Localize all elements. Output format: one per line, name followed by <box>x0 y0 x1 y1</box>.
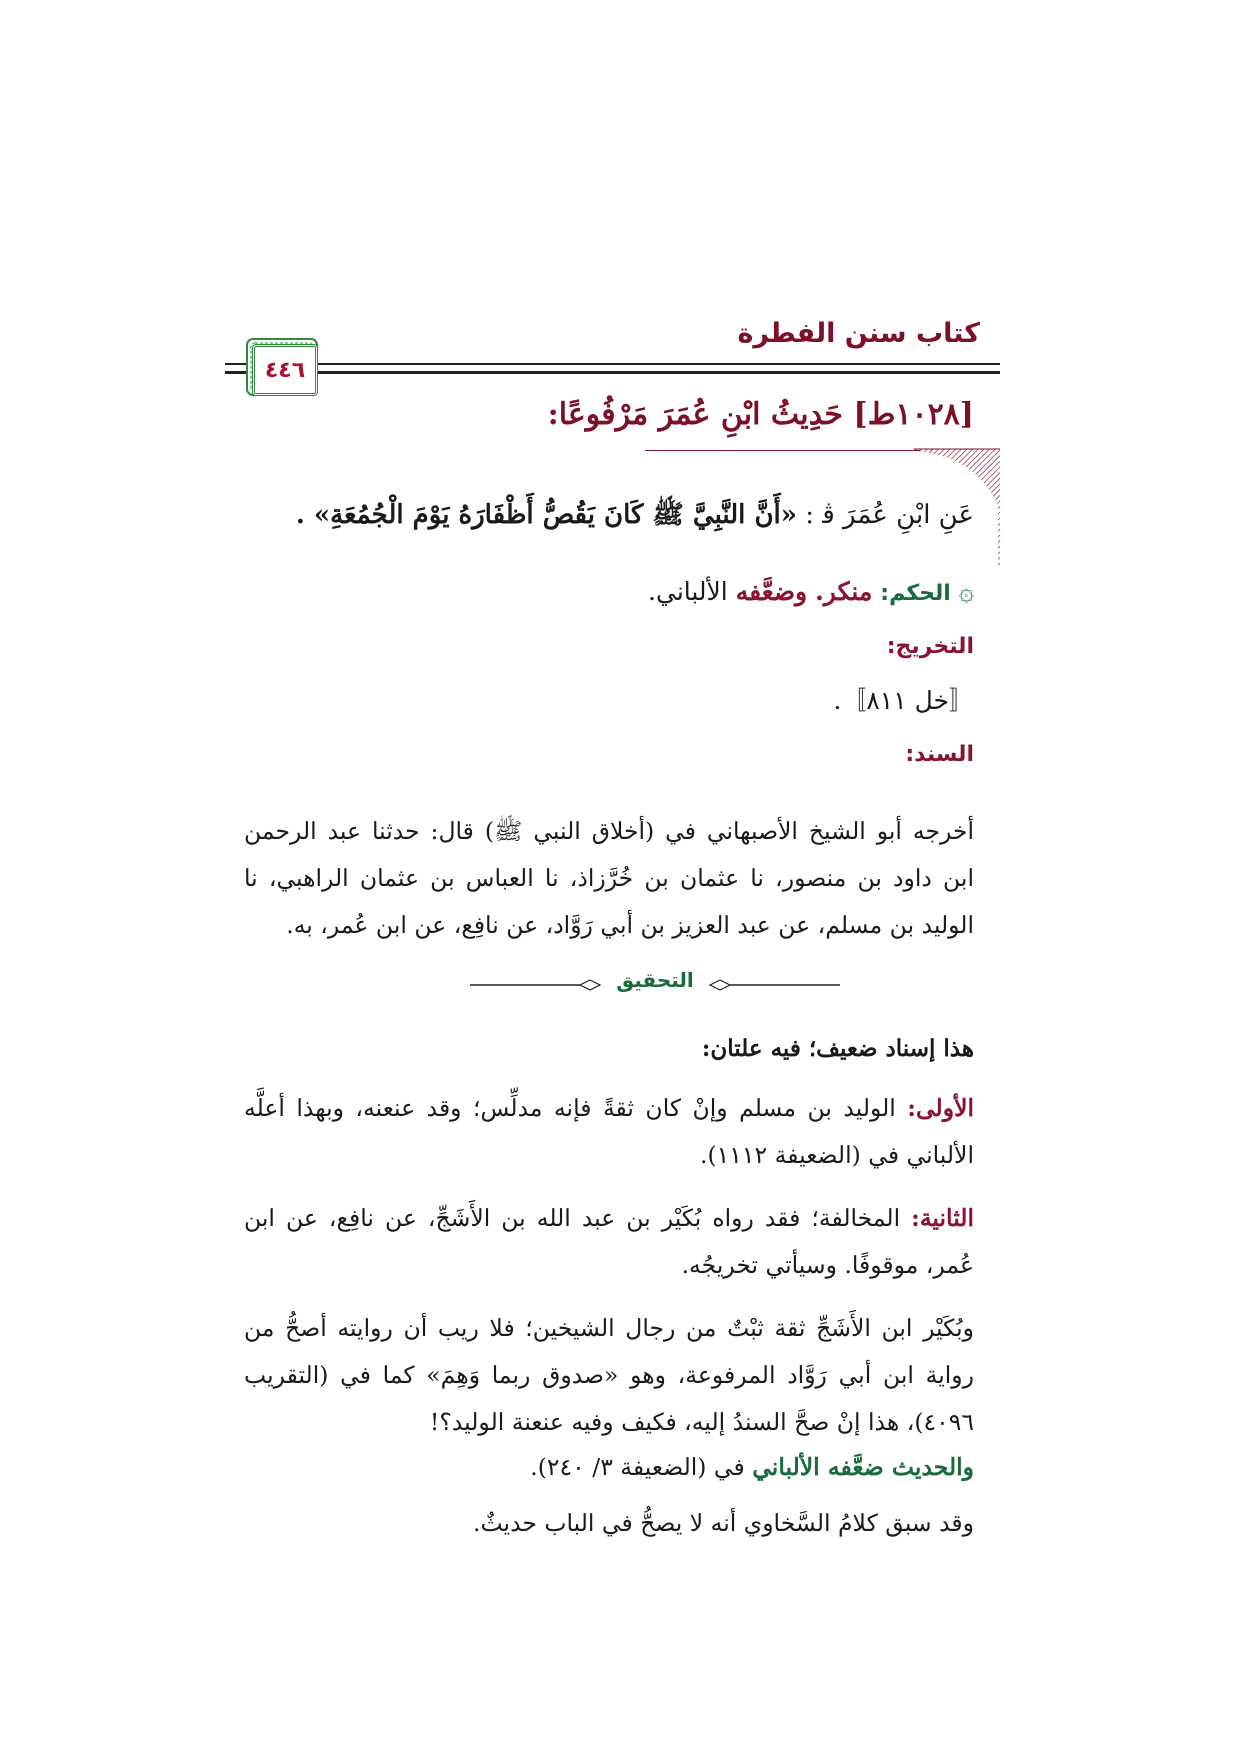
ruling-label: الحكم: <box>880 581 951 606</box>
tahqiq-summary: هذا إسناد ضعيف؛ فيه علتان: <box>701 1035 974 1062</box>
ruling-by: الألباني. <box>648 577 728 606</box>
header-rule-thick <box>225 371 1000 374</box>
sanad-text: أخرجه أبو الشيخ الأصبهاني في (أخلاق النبي ﷺ) قال: حدثنا عبد الرحمن ابن داود بن منصور، نا عثمان بن خُرَّزاذ، نا العباس بن عثمان الراهبي، نا الوليد بن مسلم، عن عبد العزيز بن أبي رَوَّاد، عن نافِع، عن ابن عُمر، به. <box>244 817 974 939</box>
ruling-verdict: منكر. <box>815 577 873 606</box>
takhrij-reference: 〚خل ٨١١〛. <box>833 686 974 715</box>
second-defect <box>244 1195 974 1289</box>
ruling-flower-icon: ۞ <box>958 577 974 607</box>
matn-text: «أَنَّ النَّبِيَّ ﷺ كَانَ يَقُصُّ أَظْفَارَهُ يَوْمَ الْجُمُعَةِ» . <box>295 500 798 530</box>
first-defect-label: الأولى: <box>907 1094 974 1122</box>
albani-verdict-text: في (الضعيفة ٣/ ٢٤٠). <box>530 1453 745 1481</box>
matn-top-rule <box>645 450 920 451</box>
takhrij-heading: التخريج: <box>886 634 974 659</box>
albani-verdict <box>244 1450 974 1484</box>
sanad-heading: السند: <box>905 742 974 767</box>
tahqiq-heading: التحقيق <box>616 968 694 992</box>
hadith-heading: [١٠٢٨ط] حَدِيثُ ابْنِ عُمَرَ مَرْفُوعًا: <box>547 397 974 432</box>
tahqiq-divider <box>470 968 840 1002</box>
book-title: كتاب سنن الفطرة <box>737 318 980 349</box>
second-defect-text: المخالفة؛ فقد رواه بُكَيْر بن عبد الله بن الأَشَجِّ، عن نافِع، عن ابن عُمر، موقوفًا. وسيأتي تخريجُه. <box>244 1204 974 1279</box>
ruling-line <box>240 575 974 611</box>
hadith-matn <box>240 498 974 532</box>
second-defect-label: الثانية: <box>911 1204 974 1232</box>
ruling-weakened: وضعَّفه <box>735 577 808 606</box>
matn-intro: عَنِ ابْنِ عُمَرَ ﭬ : <box>805 500 974 530</box>
page-number: ٤٤٦ <box>252 344 318 396</box>
bukayr-paragraph: وبُكَيْر ابن الأَشَجِّ ثقة ثبْتٌ من رجال الشيخين؛ فلا ريب أن روايته أصحُّ من رواية ابن أبي رَوَّاد المرفوعة، وهو «صدوق ربما وَهِمَ» كما في (التقريب ٤٠٩٦)، هذا إنْ صحَّ السندُ إليه، فكيف وفيه عنعنة الوليد؟! <box>244 1314 974 1436</box>
first-defect <box>244 1085 974 1179</box>
first-defect-text: الوليد بن مسلم وإنْ كان ثقةً فإنه مدلِّس؛ وقد عنعنه، وبهذا أعلَّه الألباني في (الضعيفة ١١١٢). <box>244 1094 974 1169</box>
sakhawi-note: وقد سبق كلامُ السَّخاوي أنه لا يصحُّ في الباب حديثٌ. <box>472 1509 974 1537</box>
albani-verdict-bold: والحديث ضعَّفه الألباني <box>752 1453 974 1481</box>
header-rule <box>225 363 1000 365</box>
